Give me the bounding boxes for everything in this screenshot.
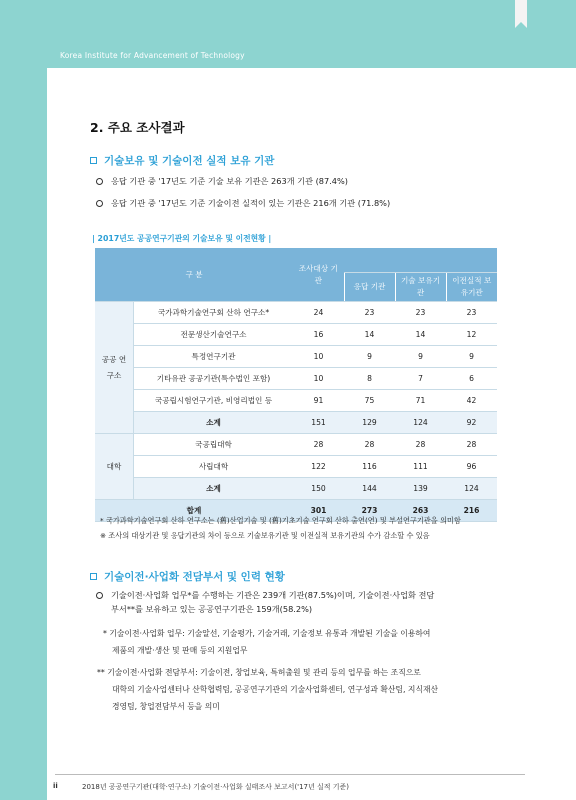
bookmark-tab: [515, 0, 527, 22]
footer-text: 2018년 공공연구기관(대학·연구소) 기술이전·사업화 실태조사 보고서('17년 실적 기준): [82, 783, 349, 791]
cell-value: 16: [293, 324, 344, 346]
table-row: [95, 324, 497, 346]
cell-value: 124: [395, 412, 446, 434]
cell-value: 23: [446, 302, 497, 324]
cell-value: 301: [293, 500, 344, 522]
cell-value: 7: [395, 368, 446, 390]
cell-value: 111: [395, 456, 446, 478]
cell-value: 42: [446, 390, 497, 412]
cell-value: 71: [395, 390, 446, 412]
row-label: 국공립시험연구기관, 비영리법인 등: [134, 390, 294, 412]
cell-value: 10: [293, 368, 344, 390]
table-row: [95, 346, 497, 368]
row-label: 전문생산기술연구소: [134, 324, 294, 346]
cell-value: 9: [395, 346, 446, 368]
row-label: 기타유관 공공기관(특수법인 포함): [134, 368, 294, 390]
cell-value: 116: [344, 456, 395, 478]
header-gubun: 구 분: [95, 248, 293, 302]
cell-value: 28: [446, 434, 497, 456]
cell-value: 28: [344, 434, 395, 456]
bullet-text-continued: 부서**를 보유하고 있는 공공연구기관은 159개(58.2%): [111, 604, 313, 614]
cell-value: 6: [446, 368, 497, 390]
cell-value: 14: [344, 324, 395, 346]
footnote-1-line-1: * 기술이전·사업화 업무: 기술알선, 기술평가, 기술거래, 기술정보 유통과 개발된 기술을 이용하여: [103, 629, 431, 638]
cell-value: 124: [446, 478, 497, 500]
cell-value: 122: [293, 456, 344, 478]
page-number: ii: [53, 782, 58, 790]
cell-value: 92: [446, 412, 497, 434]
bullet-text: 응답 기관 중 '17년도 기준 기술 보유 기관은 263개 기관 (87.4%): [111, 176, 348, 186]
cell-value: 23: [395, 302, 446, 324]
footer-divider: [55, 774, 525, 775]
table-row: [95, 390, 497, 412]
cell-value: 129: [344, 412, 395, 434]
square-bullet-icon: [90, 157, 97, 164]
tech-transfer-table: [95, 248, 497, 522]
footnote-2-line-2: 대학의 기술사업센터나 산학협력팀, 공공연구기관의 기술사업화센터, 연구성과 확산팀, 지식재산: [112, 685, 439, 694]
total-label: 합계: [95, 500, 293, 522]
cell-value: 8: [344, 368, 395, 390]
subsection-heading-2: [90, 569, 285, 584]
row-label: 특정연구기관: [134, 346, 294, 368]
cell-value: 10: [293, 346, 344, 368]
circle-bullet-icon: [96, 200, 103, 207]
square-bullet-icon: [90, 573, 97, 580]
bullet-item: [96, 198, 390, 209]
row-label: 국가과학기술연구회 산하 연구소*: [134, 302, 294, 324]
cell-value: 9: [344, 346, 395, 368]
header-transfer: 이전실적 보유기관: [446, 273, 497, 302]
cell-value: 12: [446, 324, 497, 346]
cell-value: 91: [293, 390, 344, 412]
group-label: 대학: [95, 434, 134, 500]
bullet-text: 기술이전·사업화 업무*를 수행하는 기관은 239개 기관(87.5%)이며, 기술이전·사업화 전담: [111, 590, 435, 600]
subtotal-label: 소계: [134, 478, 294, 500]
table-caption: | 2017년도 공공연구기관의 기술보유 및 이전현황 |: [92, 234, 272, 243]
table-row: [95, 368, 497, 390]
cell-value: 151: [293, 412, 344, 434]
circle-bullet-icon: [96, 178, 103, 185]
subtotal-row: [95, 412, 497, 434]
subsection-title-2: 기술이전·사업화 전담부서 및 인력 현황: [104, 571, 285, 583]
cell-value: 75: [344, 390, 395, 412]
cell-value: 23: [344, 302, 395, 324]
footnote-1-line-2: 제품의 개발·생산 및 판매 등의 지원업무: [112, 646, 248, 655]
table-row: [95, 434, 497, 456]
cell-value: 9: [446, 346, 497, 368]
cell-value: 28: [293, 434, 344, 456]
header-resp: 응답 기관: [344, 273, 395, 302]
footnote-2-line-1: ** 기술이전·사업화 전담부서: 기술이전, 창업보육, 특허출원 및 관리 등의 업무를 하는 조직으로: [97, 668, 421, 677]
subtotal-row: [95, 478, 497, 500]
cell-value: 139: [395, 478, 446, 500]
header-tech: 기술 보유기관: [395, 273, 446, 302]
row-label: 국공립대학: [134, 434, 294, 456]
cell-value: 96: [446, 456, 497, 478]
circle-bullet-icon: [96, 592, 103, 599]
section-title: 2. 주요 조사결과: [90, 120, 185, 135]
subtotal-label: 소계: [134, 412, 294, 434]
cell-value: 24: [293, 302, 344, 324]
cell-value: 14: [395, 324, 446, 346]
table-note: ※ 조사의 대상기관 및 응답기관의 차이 등으로 기술보유기관 및 이전실적 보유기관의 수가 감소할 수 있음: [100, 531, 430, 540]
bullet-text: 응답 기관 중 '17년도 기준 기술이전 실적이 있는 기관은 216개 기관 (71.8%): [111, 198, 391, 208]
bullet-item: [96, 590, 434, 601]
left-margin-strip: [0, 0, 47, 800]
table-note: * 국가과학기술연구회 산하 연구소는 (舊)산업기술 및 (舊)기초기술 연구회 산하 출연(연) 및 부설연구기관을 의미함: [100, 516, 461, 525]
table-row: [95, 302, 497, 324]
footnote-2-line-3: 경영팀, 창업전담부서 등을 의미: [112, 702, 220, 711]
header-spacer: [395, 248, 446, 273]
cell-value: 28: [395, 434, 446, 456]
cell-value: 150: [293, 478, 344, 500]
group-label: 공공 연구소: [95, 302, 134, 434]
header-survey: 조사대상 기관: [293, 248, 344, 302]
header-spacer: [344, 248, 395, 273]
subsection-heading-1: [90, 153, 274, 168]
table-row: [95, 456, 497, 478]
header-org-name: Korea Institute for Advancement of Technology: [60, 51, 245, 60]
bullet-item: [96, 176, 348, 187]
subsection-title-1: 기술보유 및 기술이전 실적 보유 기관: [104, 155, 275, 167]
row-label: 사립대학: [134, 456, 294, 478]
cell-value: 144: [344, 478, 395, 500]
header-spacer: [446, 248, 497, 273]
cell-value: 263: [395, 500, 446, 522]
cell-value: 216: [446, 500, 497, 522]
cell-value: 273: [344, 500, 395, 522]
